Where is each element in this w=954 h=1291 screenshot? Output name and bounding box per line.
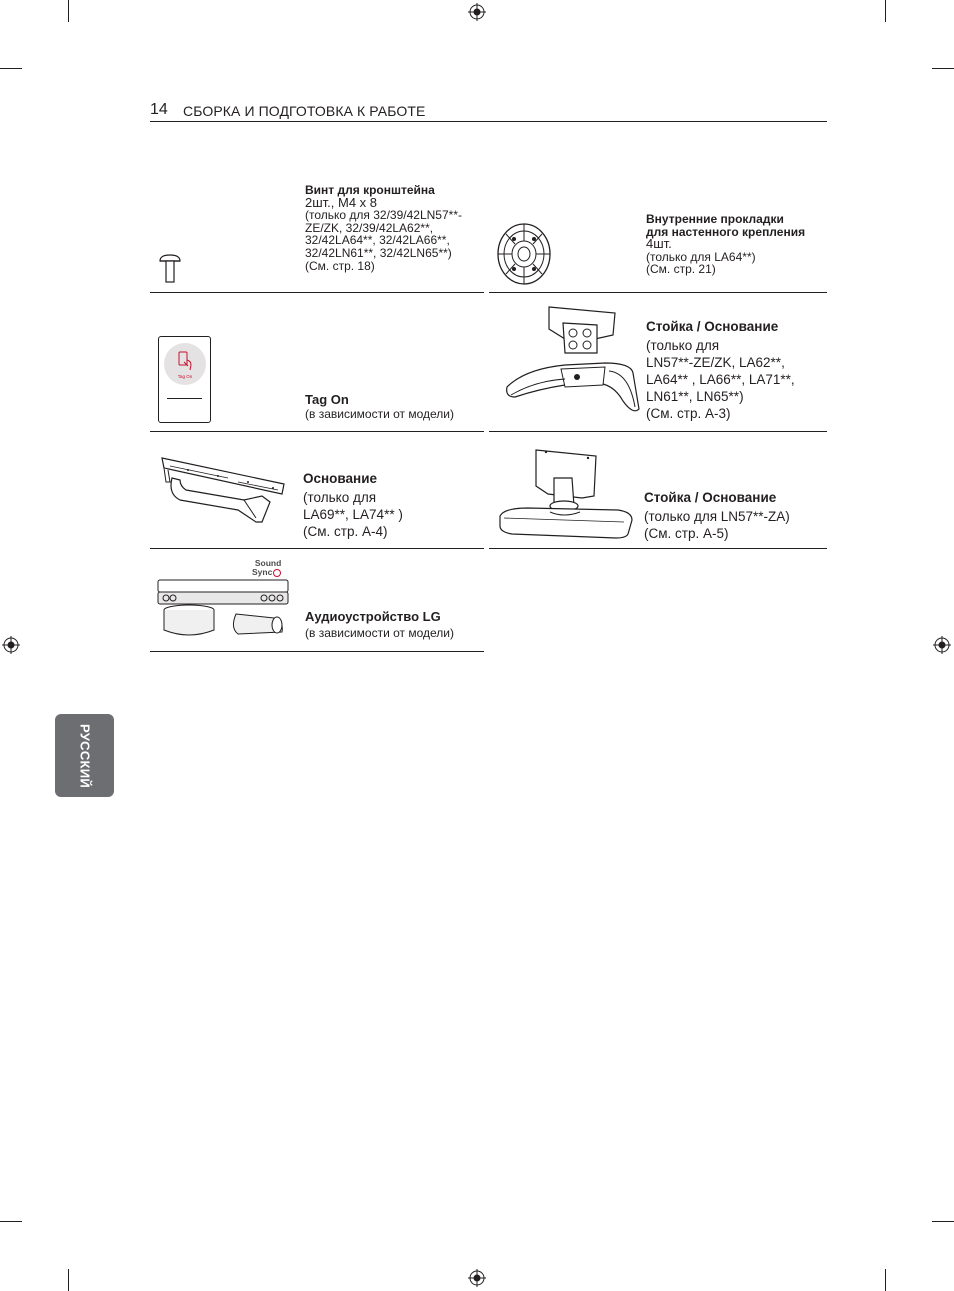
item-line: (только для bbox=[303, 490, 377, 505]
sound-sync-logo-text: Sound bbox=[254, 558, 282, 568]
item-description bbox=[305, 392, 485, 421]
item-line: (См. стр. 21) bbox=[646, 262, 716, 277]
item-line: ZE/ZK, 32/39/42LA62**, bbox=[305, 220, 434, 235]
item-line: (в зависимости от модели) bbox=[305, 626, 454, 640]
section-title: СБОРКА И ПОДГОТОВКА К РАБОТЕ bbox=[183, 103, 426, 119]
item-description bbox=[646, 318, 826, 422]
row-divider bbox=[489, 548, 827, 549]
item-line: LA69**, LA74** ) bbox=[303, 507, 403, 522]
registration-mark-icon bbox=[2, 636, 20, 654]
item-description bbox=[646, 213, 826, 276]
crop-mark bbox=[68, 1269, 69, 1291]
crop-mark bbox=[68, 0, 69, 22]
sound-sync-logo-text: Sync bbox=[252, 567, 273, 577]
item-line: 4шт. bbox=[646, 236, 672, 252]
sound-sync-logo bbox=[252, 559, 281, 577]
base-frame-icon bbox=[158, 452, 288, 524]
item-line: 2шт., M4 x 8 bbox=[305, 194, 378, 210]
item-description bbox=[305, 609, 485, 640]
registration-mark-icon bbox=[468, 1269, 486, 1287]
wall-spacer-icon bbox=[497, 222, 553, 286]
item-description bbox=[644, 489, 826, 542]
audio-device-icon bbox=[156, 578, 292, 640]
item-title: Стойка / Основание bbox=[646, 319, 779, 334]
header-divider bbox=[150, 121, 827, 122]
item-line: LA64** , LA66**, LA71**, bbox=[646, 372, 795, 387]
row-divider bbox=[489, 292, 827, 293]
tag-on-logo-label: Tag On bbox=[177, 374, 193, 379]
item-title: Аудиоустройство LG bbox=[305, 609, 441, 624]
crop-mark bbox=[0, 1221, 22, 1222]
page-number: 14 bbox=[150, 101, 168, 118]
item-title: Винт для кронштейна bbox=[305, 183, 435, 197]
crop-mark bbox=[0, 68, 22, 69]
row-divider bbox=[150, 548, 484, 549]
crop-mark bbox=[885, 0, 886, 22]
crop-mark bbox=[932, 68, 954, 69]
item-line: 32/42LN61**, 32/42LN65**) bbox=[305, 245, 452, 260]
item-title: для настенного крепления bbox=[646, 224, 806, 239]
phone-touch-icon bbox=[178, 351, 194, 371]
item-line: (только для LN57**-ZA) bbox=[644, 509, 790, 524]
stand-base-icon bbox=[505, 303, 641, 423]
item-line: 32/42LA64**, 32/42LA66**, bbox=[305, 233, 450, 248]
item-title: Tag On bbox=[305, 392, 349, 407]
item-line: (См. стр. A-4) bbox=[303, 524, 388, 539]
item-description bbox=[303, 470, 483, 540]
language-tab-label: РУССКИЙ bbox=[77, 723, 92, 788]
language-tab bbox=[55, 714, 114, 797]
stand-base-flat-icon bbox=[498, 446, 634, 542]
screw-icon bbox=[158, 254, 182, 284]
item-line: (См. стр. A-3) bbox=[646, 406, 731, 421]
tag-on-card-icon bbox=[158, 336, 211, 423]
item-line: (только для bbox=[646, 338, 720, 353]
row-divider bbox=[150, 292, 484, 293]
item-line: LN57**-ZE/ZK, LA62**, bbox=[646, 355, 785, 370]
registration-mark-icon bbox=[933, 636, 951, 654]
item-title: Основание bbox=[303, 471, 377, 486]
crop-mark bbox=[885, 1269, 886, 1291]
item-line: (См. стр. 18) bbox=[305, 258, 375, 273]
item-title: Стойка / Основание bbox=[644, 490, 777, 505]
item-line: (только для LA64**) bbox=[646, 249, 756, 264]
card-line bbox=[167, 398, 202, 399]
item-line: (в зависимости от модели) bbox=[305, 407, 454, 421]
item-line: LN61**, LN65**) bbox=[646, 389, 744, 404]
crop-mark bbox=[932, 1221, 954, 1222]
item-title: Внутренние прокладки bbox=[646, 212, 784, 226]
item-description bbox=[305, 184, 485, 272]
registration-mark-icon bbox=[468, 3, 486, 21]
row-divider bbox=[150, 431, 484, 432]
item-line: (См. стр. A-5) bbox=[644, 526, 729, 541]
item-line: (только для 32/39/42LN57**- bbox=[305, 208, 462, 223]
sound-sync-dot-icon bbox=[273, 569, 281, 577]
tag-on-logo bbox=[164, 343, 206, 385]
row-divider bbox=[150, 651, 484, 652]
row-divider bbox=[489, 431, 827, 432]
